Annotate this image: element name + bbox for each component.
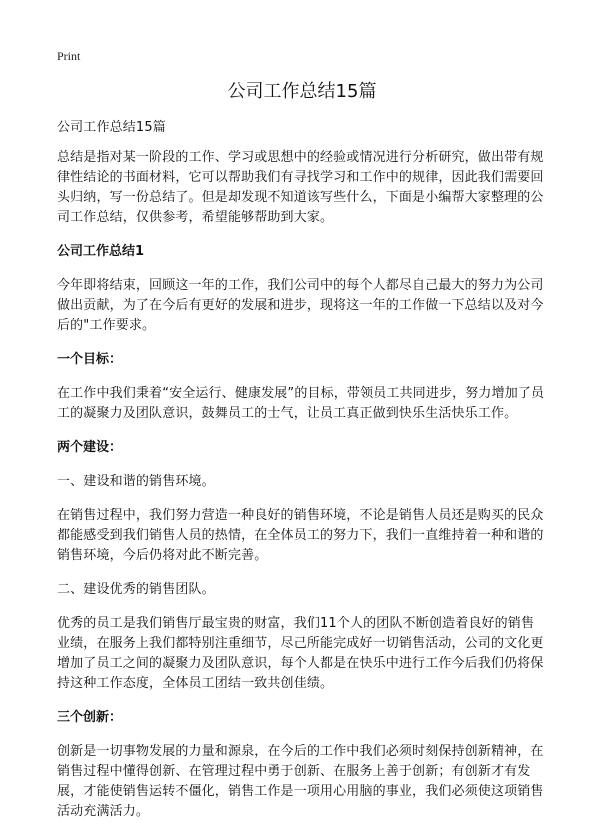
section1-paragraph: 今年即将结束，回顾这一年的工作，我们公司中的每个人都尽自己最大的努力为公司做出贡献，为了在今后有更好的发展和进步，现将这一年的工作做一下总结以及对今后的"工作要求。 bbox=[57, 278, 544, 333]
suggest1-title: 一、建设和谐的销售环境。 bbox=[57, 474, 215, 489]
goal-heading: 一个目标： bbox=[57, 352, 123, 367]
suggest1-paragraph: 在销售过程中，我们努力营造一种良好的销售环境，不论是销售人员还是购买的民众都能感受到我们销售人员的热情，在全体员工的努力下，我们一直维持着一种和谐的销售环境，今后仍将对此不断完善。 bbox=[57, 508, 544, 563]
goal-paragraph: 在工作中我们秉着“安全运行、健康发展”的目标，带领员工共同进步，努力增加了员工的凝聚力及团队意识，鼓舞员工的士气，让员工真正做到快乐生活快乐工作。 bbox=[57, 386, 545, 421]
intro-paragraph: 总结是指对某一阶段的工作、学习或思想中的经验或情况进行分析研究，做出带有规律性结论的书面材料，它可以帮助我们有寻找学习和工作中的规律，因此我们需要回头归纳，写一份总结了。但是却发现不知道该写些什么，下面是小编帮大家整理的公司工作总结，仅供参考，希望能够帮助到大家。 bbox=[57, 150, 544, 225]
suggest2-paragraph: 优秀的员工是我们销售厅最宝贵的财富，我们11个人的团队不断创造着良好的销售业绩，在服务上我们都特别注重细节，尽己所能完成好一切销售活动，公司的文化更增加了员工之间的凝聚力及团队意识，每个人都是在快乐中进行工作今后我们仍将保持这种工作态度，全体员工团结一致共创佳绩。 bbox=[57, 616, 544, 691]
document-body bbox=[57, 118, 547, 836]
innovate-paragraph: 创新是一切事物发展的力量和源泉，在今后的工作中我们必须时刻保持创新精神，在销售过程中懂得创新、在管理过程中勇于创新、在服务上善于创新；有创新才有发展，才能使销售运转不僵化，销售工作是一项用心用脑的事业，我们必须使这项销售活动充满活力。 bbox=[57, 744, 544, 819]
document-title: 公司工作总结15篇 bbox=[227, 81, 377, 102]
innovate-heading: 三个创新： bbox=[57, 710, 123, 725]
section1-heading: 公司工作总结1 bbox=[57, 244, 145, 259]
suggest-heading: 两个建设： bbox=[57, 440, 123, 455]
suggest2-title: 二、建设优秀的销售团队。 bbox=[57, 582, 215, 597]
print-label: Print bbox=[57, 49, 81, 63]
subtitle-line: 公司工作总结15篇 bbox=[57, 120, 166, 135]
